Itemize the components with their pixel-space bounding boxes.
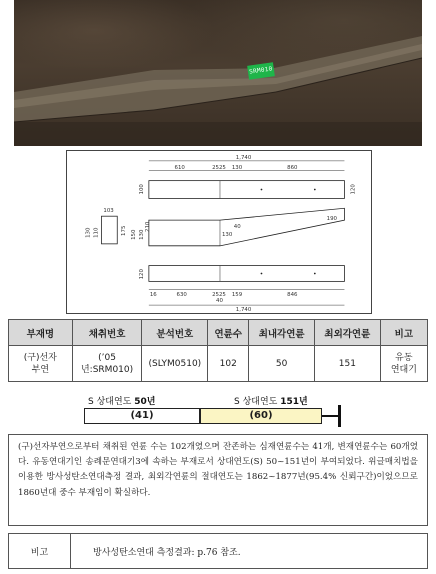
sapwood-segment: (60) — [200, 408, 322, 424]
header-analysis-no: 분석번호 — [142, 320, 208, 346]
description-text: (구)선자부연으로부터 채취된 연륜 수는 102개였으며 잔존하는 심재연륜수는 41개, 변재연륜수는 60개였다. 유동연대기인 송례문연대기3에 속하는 부재로서 상대연도(S) 50~151년이 부여되었다. 위글매치법을 이용한 방사성탄소연대측정 결과, 최외각연륜의 절대연도는 1862~1877년(95.4% 신뢰구간)이었으므로 1860년대 중수 부재임이 확실하다. — [8, 434, 428, 526]
dim-bottom-seg-4: 159 — [231, 292, 243, 299]
dim-top-seg-1: 610 — [174, 164, 185, 171]
heartwood-segment: (41) — [84, 408, 200, 424]
age-label-end-prefix: S 상대연도 — [234, 397, 278, 407]
dim-bottom-mid: 40 — [216, 298, 223, 305]
dim-top-right-h: 120 — [350, 184, 357, 195]
age-label-start — [88, 394, 155, 407]
dim-top-total: 1,740 — [235, 154, 252, 161]
header-innermost-ring: 최내각연륜 — [249, 320, 315, 346]
beam-drawing-svg — [67, 151, 371, 313]
technical-drawing — [66, 150, 372, 314]
note-key: 비고 — [9, 534, 71, 568]
cell-member-name: (구)선자 부연 — [9, 346, 73, 382]
table-header-row — [9, 320, 428, 346]
dim-bottom-left-h: 120 — [138, 269, 145, 280]
beam-photo-image — [14, 0, 422, 146]
bar-end-marker — [338, 405, 341, 427]
beam-photo — [14, 0, 422, 146]
table-row — [9, 346, 428, 382]
dim-section-outer: 130 — [85, 227, 92, 238]
sample-info-table — [8, 319, 428, 382]
dim-bottom-seg-5: 846 — [287, 292, 298, 299]
dim-bottom-seg-1: 16 — [149, 292, 157, 299]
dim-top-seg-4: 860 — [287, 164, 298, 171]
age-label-start-value: 50년 — [134, 397, 156, 407]
cell-note: 유동 연대기 — [380, 346, 427, 382]
dim-top-left-h: 100 — [138, 184, 145, 195]
dim-bottom-total: 1,740 — [235, 307, 252, 313]
dim-section-mid: 175 — [121, 225, 128, 236]
dim-section-inner: 110 — [93, 227, 100, 238]
cell-analysis-no: (SLYM0510) — [142, 346, 208, 382]
note-value: 방사성탄소연대 측정결과: p.76 참조. — [93, 547, 241, 558]
dim-bottom-seg-2: 630 — [176, 292, 187, 299]
dim-top-seg-3: 130 — [231, 164, 243, 171]
header-ring-count: 연륜수 — [208, 320, 249, 346]
cell-sample-no: (’05년:SRM010) — [72, 346, 142, 382]
dim-side-40: 40 — [233, 224, 241, 231]
dim-side-mid: 210 — [144, 221, 151, 232]
dim-side-outer: 150 — [131, 229, 138, 240]
cell-outermost-ring: 151 — [315, 346, 381, 382]
age-label-end — [234, 394, 308, 407]
dim-side-inner: 130 — [138, 229, 145, 240]
cell-innermost-ring: 50 — [249, 346, 315, 382]
age-label-start-prefix: S 상대연도 — [88, 397, 132, 407]
note-row — [8, 533, 428, 569]
cell-ring-count: 102 — [208, 346, 249, 382]
sample-tag: SRM010 — [247, 62, 275, 79]
header-note: 비고 — [380, 320, 427, 346]
header-sample-no: 채취번호 — [72, 320, 142, 346]
age-label-end-value: 151년 — [280, 397, 308, 407]
header-outermost-ring: 최외각연륜 — [315, 320, 381, 346]
header-member-name: 부재명 — [9, 320, 73, 346]
dim-side-190: 190 — [326, 216, 338, 223]
dim-top-seg-2: 2525 — [212, 164, 226, 171]
dim-side-130: 130 — [221, 231, 233, 238]
dim-section-width: 103 — [103, 208, 114, 215]
relative-age-bar — [0, 392, 436, 432]
dim-bottom-seg-3: 2525 — [212, 292, 226, 299]
